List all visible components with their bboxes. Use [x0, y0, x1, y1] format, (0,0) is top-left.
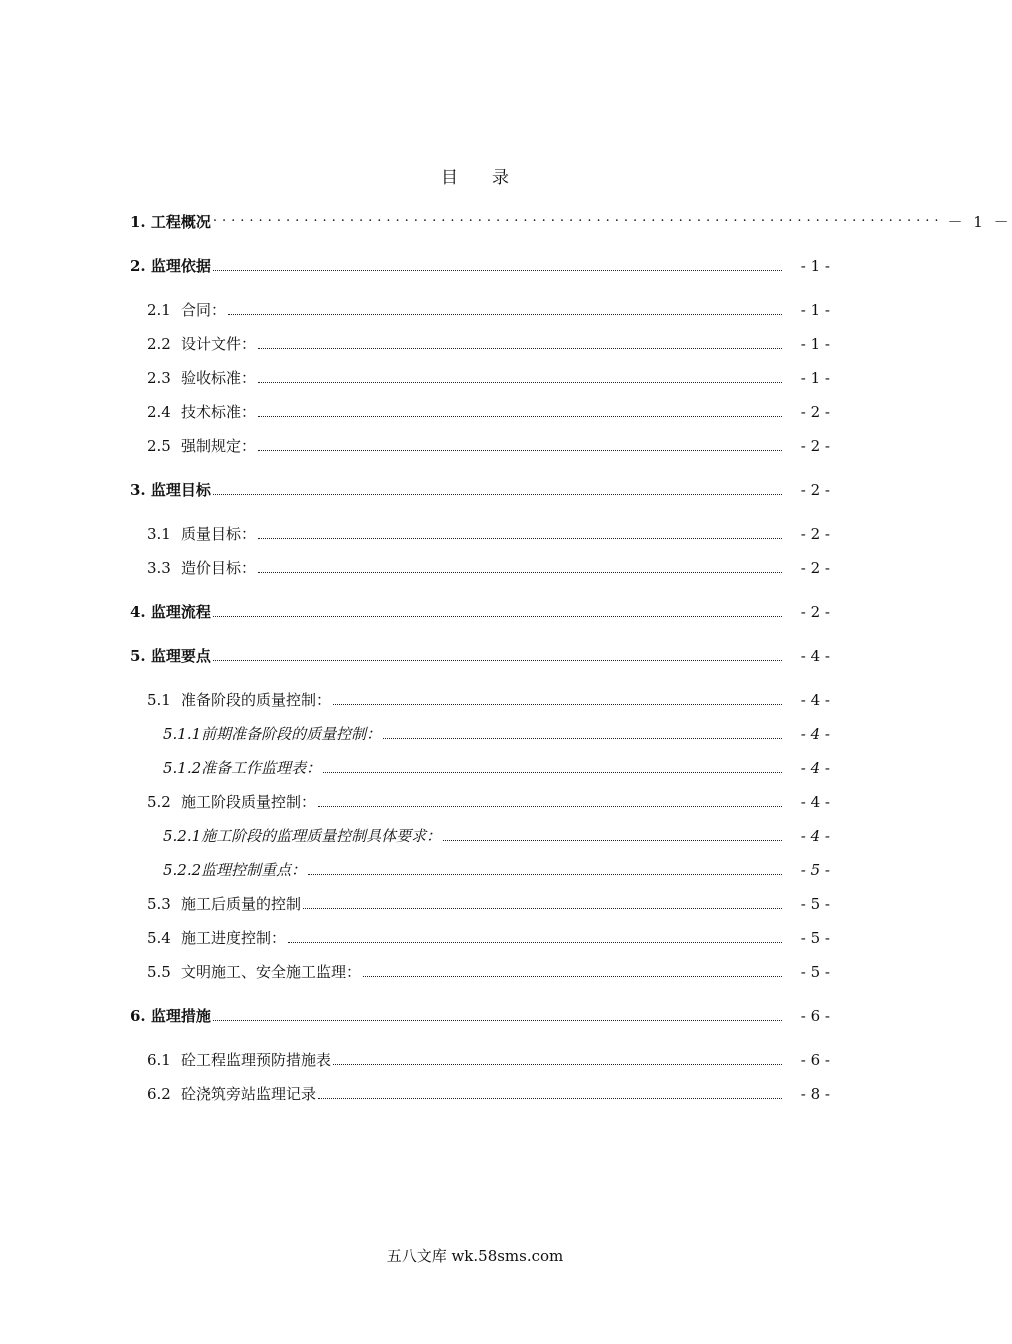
dot-leader	[333, 1063, 782, 1065]
toc-entry-number: 3.3	[147, 559, 171, 577]
toc-entry-page-number: - 2 -	[800, 603, 830, 621]
toc-entry-text: 造价目标：	[181, 559, 257, 577]
dot-leader	[258, 449, 782, 451]
toc-entry-label	[147, 1050, 331, 1070]
toc-title-char-2: 录	[492, 168, 509, 188]
dot-leader	[213, 269, 782, 271]
toc-entry-label	[147, 524, 256, 544]
toc-entry-text: 砼工程监理预防措施表	[181, 1051, 332, 1069]
dot-leader	[258, 571, 782, 573]
toc-entry[interactable]	[163, 858, 830, 880]
toc-entry-page-number: - 1 -	[800, 369, 830, 387]
toc-entry-label	[147, 334, 256, 354]
toc-entry-label: 5. 监理要点	[130, 647, 211, 665]
dot-leader	[258, 347, 782, 349]
dot-leader: ................................................................................	[212, 210, 944, 225]
toc-entry-text: 质量目标：	[181, 525, 257, 543]
toc-entry-label	[147, 300, 226, 320]
dot-leader	[213, 1019, 782, 1021]
toc-entry-page-number: - 2 -	[800, 437, 830, 455]
toc-entry-page-number: - 4 -	[800, 793, 830, 811]
toc-entry-label	[147, 402, 256, 422]
toc-entry-label: 1. 工程概况	[130, 213, 211, 231]
toc-entry-number: 5.3	[147, 895, 171, 913]
dot-leader	[318, 805, 782, 807]
toc-entry[interactable]	[163, 722, 830, 744]
toc-entry-page-number: - 2 -	[800, 403, 830, 421]
dot-leader	[383, 737, 782, 739]
toc-entry-label	[147, 792, 316, 812]
toc-entry-page-number: - 4 -	[800, 647, 830, 665]
toc-entry-text: 施工阶段质量控制：	[181, 793, 317, 811]
toc-entry-page-number: - 4 -	[800, 759, 830, 777]
toc-entry[interactable]	[147, 1082, 830, 1104]
toc-entry-label	[147, 368, 256, 388]
page-footer: 五八文库 wk.58sms.com	[386, 1247, 564, 1265]
toc-entry-number: 5.2	[147, 793, 171, 811]
toc-entry[interactable]	[147, 960, 830, 982]
toc-entry-page-number: - 5 -	[800, 861, 830, 879]
toc-entry-number: 2.3	[147, 369, 171, 387]
toc-entry[interactable]	[130, 1004, 830, 1026]
toc-entry-number: 6.2	[147, 1085, 171, 1103]
toc-entry-page-number: - 4 -	[800, 827, 830, 845]
toc-entry[interactable]	[147, 556, 830, 578]
toc-entry-label	[147, 894, 301, 914]
toc-entry[interactable]	[147, 298, 830, 320]
toc-entry-text: 设计文件：	[181, 335, 257, 353]
toc-entry-number: 2.2	[147, 335, 171, 353]
toc-entry-label	[147, 1084, 316, 1104]
dot-leader	[303, 907, 782, 909]
toc-entry[interactable]	[163, 824, 830, 846]
toc-entry[interactable]	[147, 522, 830, 544]
toc-entry-label: 2. 监理依据	[130, 257, 211, 275]
toc-entry[interactable]	[147, 366, 830, 388]
toc-entry-label	[147, 558, 256, 578]
toc-entry-page-number: - 5 -	[800, 963, 830, 981]
toc-entry-label: 5.1.1前期准备阶段的质量控制：	[163, 725, 382, 743]
toc-entry[interactable]	[130, 210, 1012, 232]
toc-entry-text: 技术标准：	[181, 403, 257, 421]
toc-entry[interactable]	[147, 1048, 830, 1070]
toc-entry-text: 合同：	[181, 301, 227, 319]
toc-entry-page-number: - 6 -	[800, 1051, 830, 1069]
toc-entry-text: 验收标准：	[181, 369, 257, 387]
toc-entry[interactable]	[147, 688, 830, 710]
toc-entry-page-number: - 1 -	[800, 301, 830, 319]
dot-leader	[258, 415, 782, 417]
toc-entry-label	[147, 690, 331, 710]
toc-entry[interactable]	[147, 892, 830, 914]
toc-entry-number: 2.1	[147, 301, 171, 319]
toc-entry-text: 施工进度控制：	[181, 929, 287, 947]
dot-leader	[213, 493, 782, 495]
toc-entry-label: 5.1.2准备工作监理表：	[163, 759, 322, 777]
dot-leader	[308, 873, 782, 875]
toc-entry-text: 砼浇筑旁站监理记录	[181, 1085, 317, 1103]
toc-entry-label: 4. 监理流程	[130, 603, 211, 621]
toc-entry-text: 文明施工、安全施工监理：	[181, 963, 362, 981]
toc-entry-number: 5.1	[147, 691, 171, 709]
toc-entry-page-number: - 2 -	[800, 525, 830, 543]
dot-leader	[288, 941, 782, 943]
toc-entry-page-number: － 1 －	[947, 213, 1012, 231]
toc-entry[interactable]	[130, 600, 830, 622]
toc-entry-text: 准备阶段的质量控制：	[181, 691, 332, 709]
toc-entry-text: 强制规定：	[181, 437, 257, 455]
dot-leader	[228, 313, 782, 315]
toc-entry[interactable]	[147, 790, 830, 812]
toc-entry[interactable]	[147, 434, 830, 456]
toc-entry-page-number: - 6 -	[800, 1007, 830, 1025]
toc-entry-label: 3. 监理目标	[130, 481, 211, 499]
toc-entry-label: 6. 监理措施	[130, 1007, 211, 1025]
toc-entry-number: 3.1	[147, 525, 171, 543]
toc-entry-number: 2.5	[147, 437, 171, 455]
toc-entry-page-number: - 1 -	[800, 335, 830, 353]
toc-entry-page-number: - 5 -	[800, 895, 830, 913]
dot-leader	[333, 703, 782, 705]
toc-entry-page-number: - 1 -	[800, 257, 830, 275]
toc-entry-text: 施工后质量的控制	[181, 895, 302, 913]
toc-entry[interactable]	[147, 400, 830, 422]
toc-entry-number: 5.5	[147, 963, 171, 981]
toc-entry-label	[147, 962, 361, 982]
toc-entry-number: 6.1	[147, 1051, 171, 1069]
toc-entry-page-number: - 8 -	[800, 1085, 830, 1103]
toc-entry-page-number: - 2 -	[800, 481, 830, 499]
dot-leader	[443, 839, 782, 841]
toc-entry[interactable]	[147, 926, 830, 948]
dot-leader	[213, 659, 782, 661]
dot-leader	[318, 1097, 782, 1099]
toc-entry-page-number: - 4 -	[800, 725, 830, 743]
toc-entry[interactable]	[130, 478, 830, 500]
toc-entry-label	[147, 436, 256, 456]
toc-entry-label	[147, 928, 286, 948]
dot-leader	[258, 381, 782, 383]
toc-entry-number: 2.4	[147, 403, 171, 421]
dot-leader	[363, 975, 782, 977]
toc-title-char-1: 目	[441, 168, 458, 188]
toc-entry-label: 5.2.2监理控制重点：	[163, 861, 307, 879]
toc-entry-label: 5.2.1施工阶段的监理质量控制具体要求：	[163, 827, 442, 845]
dot-leader	[323, 771, 782, 773]
dot-leader	[258, 537, 782, 539]
toc-entry[interactable]	[163, 756, 830, 778]
dot-leader	[213, 615, 782, 617]
toc-entry[interactable]	[130, 254, 830, 276]
toc-entry-page-number: - 4 -	[800, 691, 830, 709]
toc-entry-page-number: - 5 -	[800, 929, 830, 947]
toc-entry-page-number: - 2 -	[800, 559, 830, 577]
toc-entry[interactable]	[147, 332, 830, 354]
toc-entry-number: 5.4	[147, 929, 171, 947]
toc-entry[interactable]	[130, 644, 830, 666]
